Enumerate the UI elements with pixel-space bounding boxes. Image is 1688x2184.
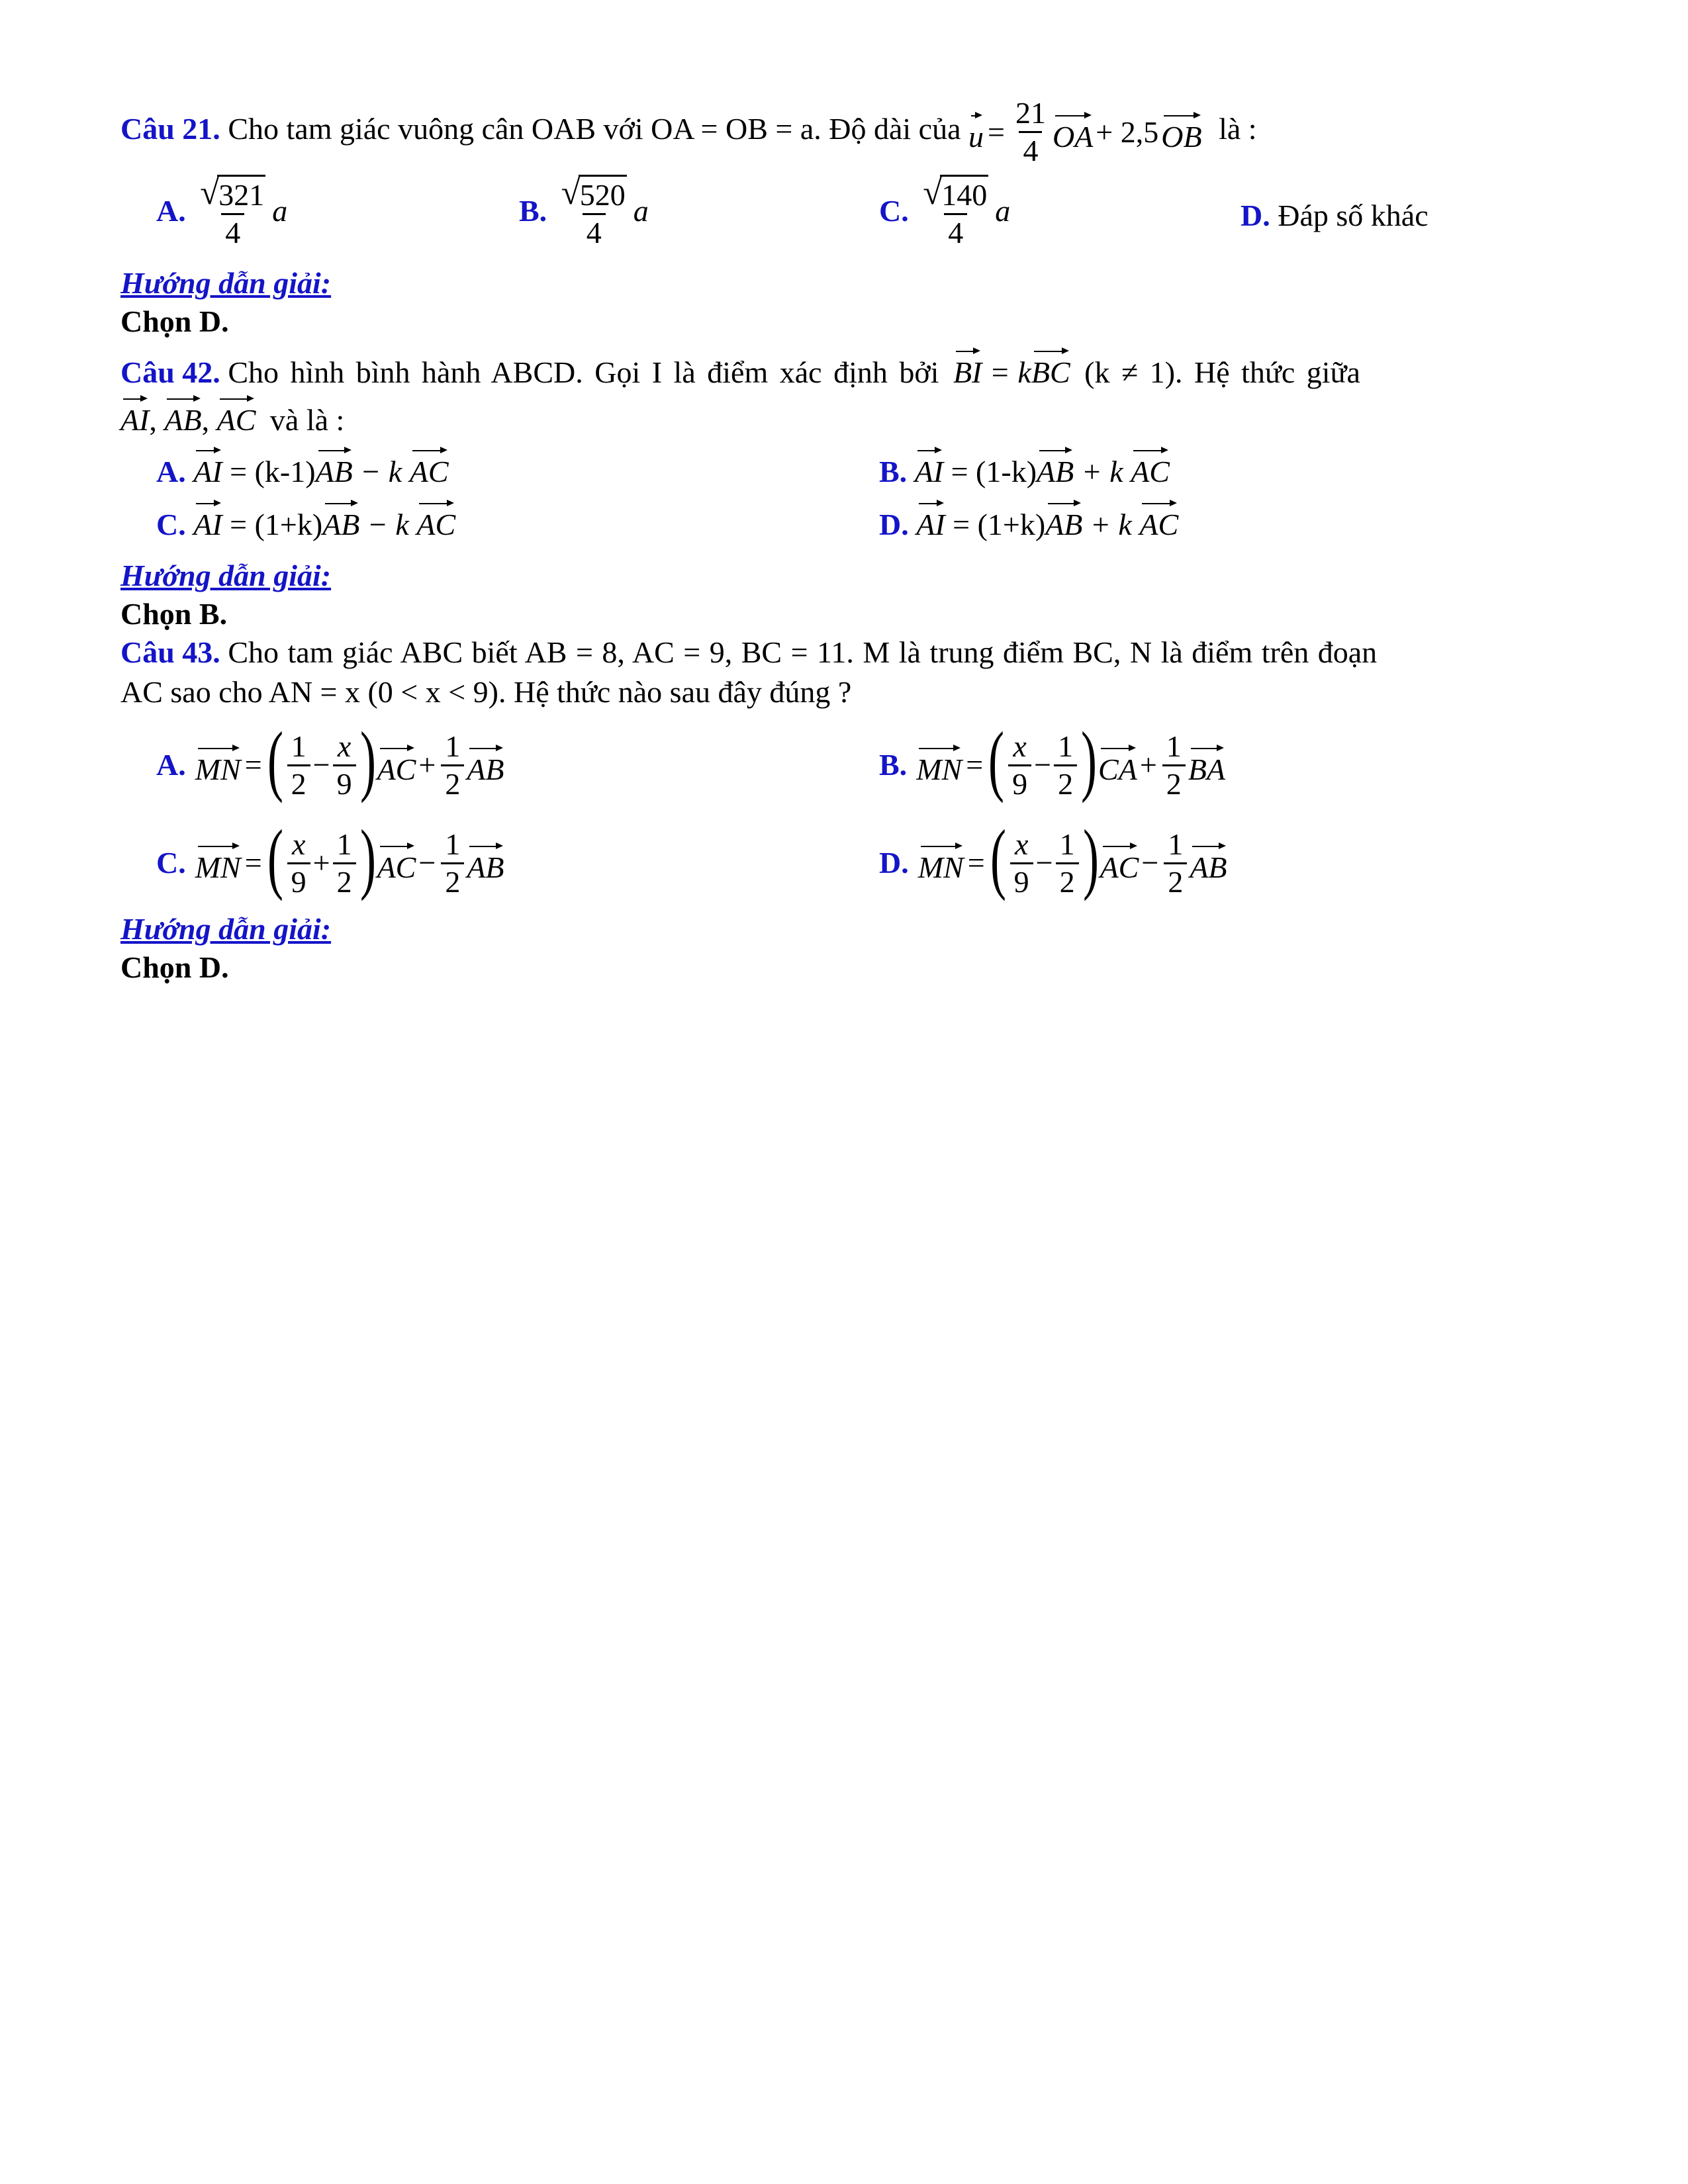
option-label: A. <box>156 194 186 228</box>
operator-k: + k <box>1081 455 1123 488</box>
q43-label: Câu 43. <box>120 635 220 669</box>
q21-guide-heading: Hướng dẫn giải: <box>120 266 332 300</box>
vector-ab: AB <box>322 500 359 540</box>
fraction <box>333 731 356 799</box>
vector-mn: MN <box>195 843 241 883</box>
vector-ab: AB <box>1037 447 1074 487</box>
left-paren: ( <box>988 715 1005 803</box>
sqrt-symbol: √ 321 <box>200 174 265 212</box>
q21-option-a <box>156 174 288 250</box>
fraction-numerator: 1 <box>1166 729 1182 763</box>
vector-ac: AC <box>1100 843 1139 883</box>
q43-answer: Chọn D. <box>120 950 229 984</box>
q43-text: Cho tam giác ABC biết AB = 8, AC = 9, BC = 11. M là trung điểm BC, N là điểm trên đoạn <box>228 635 1378 669</box>
coefficient: = (1+k) <box>230 508 323 541</box>
q42-answer: Chọn B. <box>120 597 228 631</box>
vector-ai: AI <box>193 500 222 540</box>
fraction-denominator: 4 <box>944 213 967 248</box>
fraction-denominator: 2 <box>441 862 464 897</box>
fraction-numerator: 1 <box>445 827 461 861</box>
vector-ca: CA <box>1098 745 1137 785</box>
fraction <box>333 829 356 897</box>
fraction <box>1054 731 1077 799</box>
fraction-numerator: 1 <box>445 729 461 763</box>
plus-term: + 2,5 <box>1096 114 1159 149</box>
equals-sign: = <box>244 748 262 782</box>
option-label: D. <box>1241 199 1270 232</box>
option-label: B. <box>879 455 908 488</box>
operator-k: − k <box>360 455 402 488</box>
variable: a <box>633 194 649 228</box>
equals-k: = k <box>989 355 1031 389</box>
q43-option-c <box>156 813 504 909</box>
fraction-numerator: 1 <box>1168 827 1184 861</box>
option-label: A. <box>156 748 186 782</box>
vector-oa: OA <box>1053 113 1093 152</box>
q43-option-a <box>156 715 504 811</box>
radicand: 321 <box>217 175 265 212</box>
left-paren: ( <box>990 813 1006 901</box>
coefficient: = (1+k) <box>953 508 1046 541</box>
option-b-fraction <box>557 174 631 250</box>
q21-formula <box>968 98 1202 166</box>
equals-sign: = <box>967 846 985 880</box>
q42-label: Câu 42. <box>120 355 220 389</box>
q21-text: Cho tam giác vuông cân OAB với OA = OB = a. Độ dài của <box>228 112 961 146</box>
fraction <box>287 731 310 799</box>
q42-guide-heading: Hướng dẫn giải: <box>120 559 332 592</box>
option-label: C. <box>879 194 909 228</box>
fraction-denominator: 4 <box>583 213 606 248</box>
fraction-denominator: 2 <box>1162 764 1186 799</box>
q42-option-d <box>879 500 1178 545</box>
fraction <box>1162 731 1186 799</box>
fraction <box>441 829 464 897</box>
q42-stem-line2: AI, AB, AC và là : <box>120 396 344 440</box>
option-label: C. <box>156 508 186 541</box>
fraction-denominator: 9 <box>333 764 356 799</box>
q21-tail: là : <box>1219 112 1257 146</box>
vector-ab: AB <box>467 843 504 883</box>
vector-ab: AB <box>1190 843 1227 883</box>
variable: a <box>995 194 1011 228</box>
q42-stem-line1 <box>120 348 1360 392</box>
left-paren: ( <box>267 813 283 901</box>
minus-sign: − <box>312 748 330 782</box>
plus-sign: + <box>1139 748 1157 782</box>
right-paren: ) <box>1081 715 1098 803</box>
vector-mn: MN <box>195 745 241 785</box>
coefficient: = (1-k) <box>951 455 1037 488</box>
q21-option-b <box>519 174 649 250</box>
q42-option-a <box>156 447 449 492</box>
fraction <box>1164 829 1187 897</box>
minus-sign: − <box>1035 846 1053 880</box>
option-label: D. <box>879 508 909 541</box>
q21-option-d <box>1241 196 1429 236</box>
fraction-numerator: 1 <box>291 729 306 763</box>
fraction <box>441 731 464 799</box>
vector-ab: AB <box>1045 500 1082 540</box>
fraction-numerator: 1 <box>1058 729 1074 763</box>
fraction-denominator: 2 <box>1054 764 1077 799</box>
q21-answer: Chọn D. <box>120 304 229 338</box>
option-c-fraction <box>919 174 992 250</box>
q43-option-d <box>879 813 1227 909</box>
vector-u: u <box>968 113 984 152</box>
vector-ac: AC <box>1131 447 1170 487</box>
q42-text: Cho hình bình hành ABCD. Gọi I là điểm xác định bởi <box>228 355 939 389</box>
option-label: B. <box>519 194 547 228</box>
q42-option-b <box>879 447 1170 492</box>
option-label: D. <box>879 846 909 880</box>
fraction-numerator: x <box>1013 729 1027 763</box>
minus-sign: − <box>1141 846 1159 880</box>
operator-k: + k <box>1090 508 1132 541</box>
fraction-denominator: 2 <box>1164 862 1187 897</box>
vector-ac: AC <box>377 843 416 883</box>
q43-text-2: AC sao cho AN = x (0 < x < 9). Hệ thức nào sau đây đúng ? <box>120 675 852 709</box>
equals-sign: = <box>966 748 984 782</box>
vector-ac: AC <box>1139 500 1178 540</box>
operator-k: − k <box>367 508 409 541</box>
q43-stem-line2 <box>120 672 851 712</box>
fraction <box>1010 829 1033 897</box>
fraction-denominator: 9 <box>1008 764 1031 799</box>
vector-ac: AC <box>416 500 455 540</box>
vector-mn: MN <box>918 843 964 883</box>
fraction-numerator: x <box>291 827 306 861</box>
fraction-denominator: 9 <box>287 862 310 897</box>
fraction-denominator: 2 <box>1056 862 1079 897</box>
fraction-numerator: x <box>337 729 352 763</box>
right-paren: ) <box>359 715 376 803</box>
q43-option-b <box>879 715 1225 811</box>
radicand: 520 <box>579 175 627 212</box>
fraction-denominator: 2 <box>333 862 356 897</box>
vector-bi: BI <box>953 348 982 388</box>
fraction-numerator: 1 <box>336 827 352 861</box>
q42-option-c <box>156 500 455 545</box>
equals-sign: = <box>244 846 262 880</box>
sqrt-symbol: √ 140 <box>923 174 988 212</box>
q43-guide-heading: Hướng dẫn giải: <box>120 912 332 946</box>
right-paren: ) <box>359 813 376 901</box>
q21-label: Câu 21. <box>120 112 220 146</box>
vector-mn: MN <box>916 745 962 785</box>
fraction-denominator: 9 <box>1010 862 1033 897</box>
vector-ac: AC <box>410 447 449 487</box>
q42-tail: và là : <box>269 403 345 437</box>
fraction <box>1056 829 1079 897</box>
option-a-fraction <box>196 174 269 250</box>
option-label: C. <box>156 846 186 880</box>
q21-option-c <box>879 174 1011 250</box>
vector-ob: OB <box>1161 113 1201 152</box>
variable: a <box>272 194 288 228</box>
q21-stem <box>120 98 1257 166</box>
fraction-denominator: 4 <box>1019 131 1042 166</box>
fraction-numerator: x <box>1014 827 1029 861</box>
minus-sign: − <box>418 846 436 880</box>
equals-sign: = <box>988 114 1005 149</box>
fraction-denominator: 2 <box>441 764 464 799</box>
vector-bc: BC <box>1031 348 1070 388</box>
vector-ac: AC <box>217 396 256 435</box>
option-text: Đáp số khác <box>1278 199 1429 232</box>
q42-condition: (k ≠ 1). Hệ thức giữa <box>1084 355 1360 389</box>
fraction-numerator: 1 <box>1059 827 1075 861</box>
vector-ba: BA <box>1188 745 1225 785</box>
radicand: 140 <box>940 175 988 212</box>
fraction-numerator: 21 <box>1015 96 1046 130</box>
option-label: B. <box>879 748 908 782</box>
option-label: A. <box>156 455 186 488</box>
vector-ai: AI <box>915 447 943 487</box>
fraction <box>1008 731 1031 799</box>
plus-sign: + <box>312 846 330 880</box>
right-paren: ) <box>1082 813 1099 901</box>
q43-stem-line1 <box>120 633 1377 672</box>
left-paren: ( <box>267 715 283 803</box>
vector-ab: AB <box>467 745 504 785</box>
plus-sign: + <box>418 748 436 782</box>
fraction <box>287 829 310 897</box>
vector-ai: AI <box>120 396 149 435</box>
coefficient: = (k-1) <box>230 455 316 488</box>
vector-ai: AI <box>193 447 222 487</box>
fraction-denominator: 4 <box>221 213 244 248</box>
fraction-21-4 <box>1011 98 1050 166</box>
fraction-denominator: 2 <box>287 764 310 799</box>
vector-ab: AB <box>164 396 201 435</box>
vector-ac: AC <box>377 745 416 785</box>
sqrt-symbol: √ 520 <box>561 174 626 212</box>
vector-ab: AB <box>316 447 353 487</box>
vector-ai: AI <box>916 500 945 540</box>
minus-sign: − <box>1034 748 1052 782</box>
